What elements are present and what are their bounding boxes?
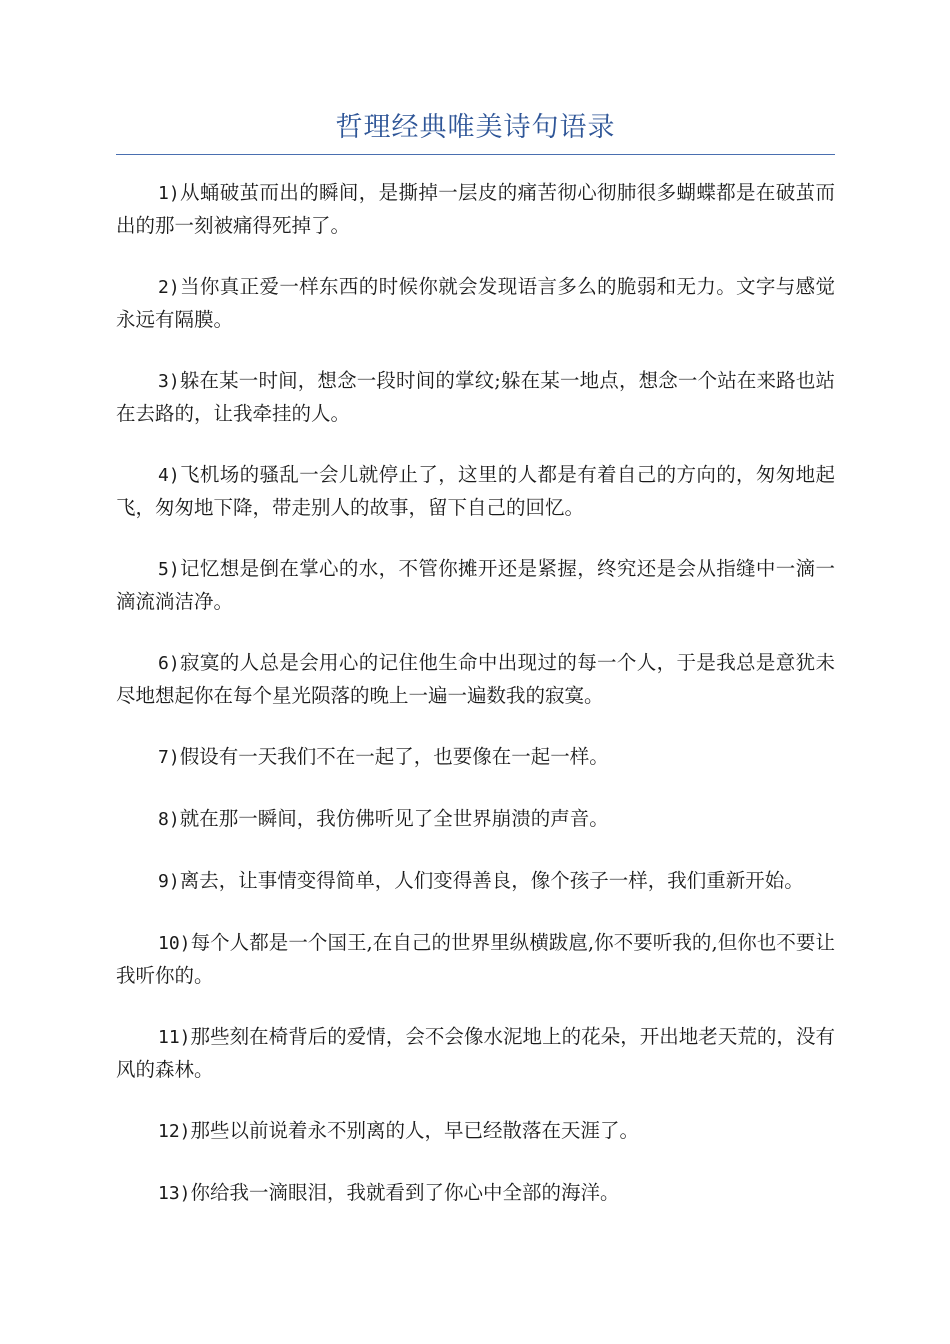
quote-number: 8) (158, 809, 180, 830)
quote-number: 6) (158, 653, 180, 674)
quote-text: 就在那一瞬间，我仿佛听见了全世界崩溃的声音。 (179, 807, 609, 830)
quote-number: 13) (158, 1183, 191, 1204)
quote-text: 当你真正爱一样东西的时候你就会发现语言多么的脆弱和无力。文字与感觉永远有隔膜。 (116, 275, 835, 331)
quote-item-5 (116, 553, 835, 618)
quote-text: 躲在某一时间，想念一段时间的掌纹;躲在某一地点，想念一个站在来路也站在去路的，让我牵挂的人。 (116, 369, 835, 425)
quote-number: 9) (158, 871, 180, 892)
quote-item-12 (116, 1115, 835, 1148)
title-underline (116, 154, 835, 155)
quote-item-7 (116, 741, 835, 774)
quote-number: 1) (158, 183, 180, 204)
document-title: 哲理经典唯美诗句语录 (335, 112, 616, 143)
quote-number: 10) (158, 933, 191, 954)
quote-text: 那些刻在椅背后的爱情，会不会像水泥地上的花朵，开出地老天荒的，没有风的森林。 (116, 1025, 835, 1081)
document-page (116, 108, 835, 1239)
quote-item-3 (116, 365, 835, 430)
quote-number: 11) (158, 1027, 191, 1048)
quote-text: 离去，让事情变得简单，人们变得善良，像个孩子一样，我们重新开始。 (179, 869, 804, 892)
quote-text: 每个人都是一个国王,在自己的世界里纵横跋扈,你不要听我的,但你也不要让我听你的。 (116, 931, 835, 987)
quote-text: 记忆想是倒在掌心的水，不管你摊开还是紧握，终究还是会从指缝中一滴一滴流淌洁净。 (116, 557, 835, 613)
quote-text: 寂寞的人总是会用心的记住他生命中出现过的每一个人，于是我总是意犹未尽地想起你在每个星光陨落的晚上一遍一遍数我的寂寞。 (116, 651, 835, 707)
quote-number: 5) (158, 559, 180, 580)
quote-text: 那些以前说着永不别离的人，早已经散落在天涯了。 (190, 1119, 640, 1142)
quote-list (116, 177, 835, 1210)
quote-item-2 (116, 271, 835, 336)
quote-text: 假设有一天我们不在一起了，也要像在一起一样。 (179, 745, 609, 768)
quote-text: 飞机场的骚乱一会儿就停止了，这里的人都是有着自己的方向的，匆匆地起飞，匆匆地下降，带走别人的故事，留下自己的回忆。 (116, 463, 835, 519)
quote-item-13 (116, 1177, 835, 1210)
quote-item-10 (116, 927, 835, 992)
quote-text: 从蛹破茧而出的瞬间，是撕掉一层皮的痛苦彻心彻肺很多蝴蝶都是在破茧而出的那一刻被痛得死掉了。 (116, 181, 835, 237)
quote-number: 3) (158, 371, 180, 392)
quote-number: 2) (158, 277, 180, 298)
quote-number: 7) (158, 747, 180, 768)
quote-item-1 (116, 177, 835, 242)
quote-item-6 (116, 647, 835, 712)
quote-item-11 (116, 1021, 835, 1086)
quote-text: 你给我一滴眼泪，我就看到了你心中全部的海洋。 (190, 1181, 620, 1204)
quote-item-4 (116, 459, 835, 524)
quote-item-8 (116, 803, 835, 836)
quote-number: 12) (158, 1121, 191, 1142)
quote-number: 4) (158, 465, 180, 486)
quote-item-9 (116, 865, 835, 898)
